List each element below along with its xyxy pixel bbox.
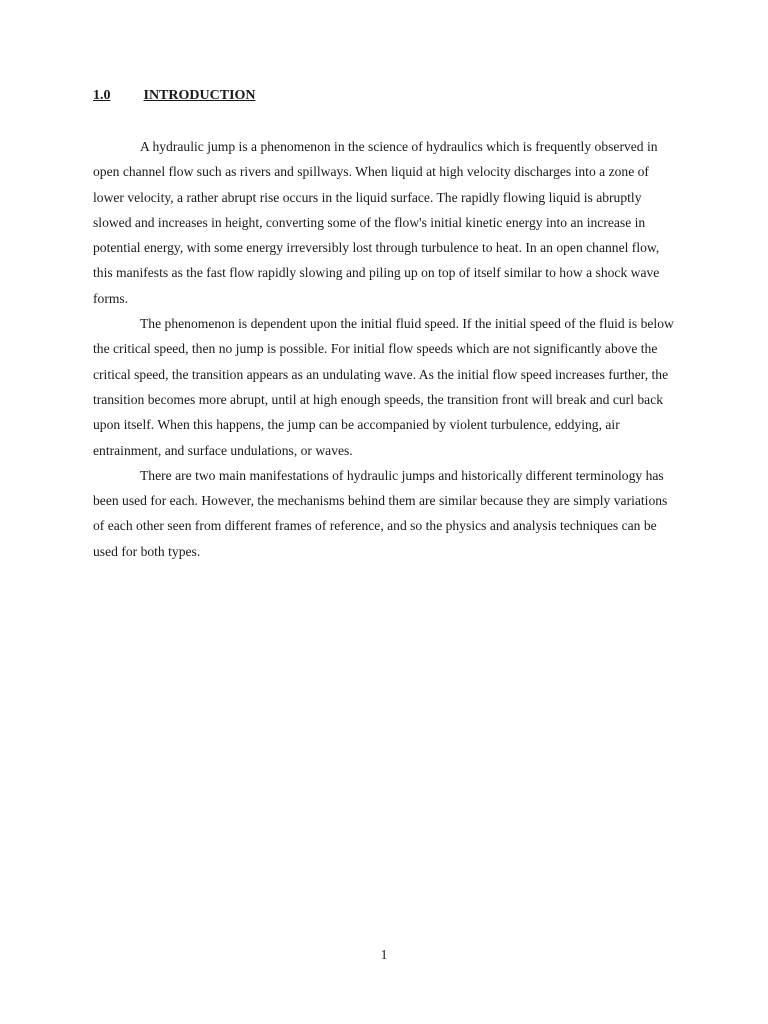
paragraph-3: There are two main manifestations of hydraulic jumps and historically different terminology has been used for each. However, the mechanisms behind them are similar because they are simply variations of each other seen from different frames of reference, and so the physics and analysis techniques can be used for both types. bbox=[93, 467, 668, 559]
page-number: 1 bbox=[380, 947, 388, 962]
paragraph-2: The phenomenon is dependent upon the initial fluid speed. If the initial speed of the fluid is below the critical speed, then no jump is possible. For initial flow speeds which are not significantly above the critical speed, the transition appears as an undulating wave. As the initial flow speed increases further, the transition becomes more abrupt, until at high enough speeds, the transition front will break and curl back upon itself. When this happens, the jump can be accompanied by violent turbulence, eddying, air entrainment, and surface undulations, or waves. bbox=[93, 316, 674, 458]
section-number: 1.0 bbox=[93, 88, 111, 103]
body-text bbox=[93, 134, 675, 564]
section-heading bbox=[93, 87, 256, 105]
section-title: INTRODUCTION bbox=[143, 88, 256, 103]
paragraph-1: A hydraulic jump is a phenomenon in the science of hydraulics which is frequently observed in open channel flow such as rivers and spillways. When liquid at high velocity discharges into a zone of lower velocity, a rather abrupt rise occurs in the liquid surface. The rapidly flowing liquid is abruptly slowed and increases in height, converting some of the flow's initial kinetic energy into an increase in potential energy, with some energy irreversibly lost through turbulence to heat. In an open channel flow, this manifests as the fast flow rapidly slowing and piling up on top of itself similar to how a shock wave forms. bbox=[93, 139, 660, 306]
